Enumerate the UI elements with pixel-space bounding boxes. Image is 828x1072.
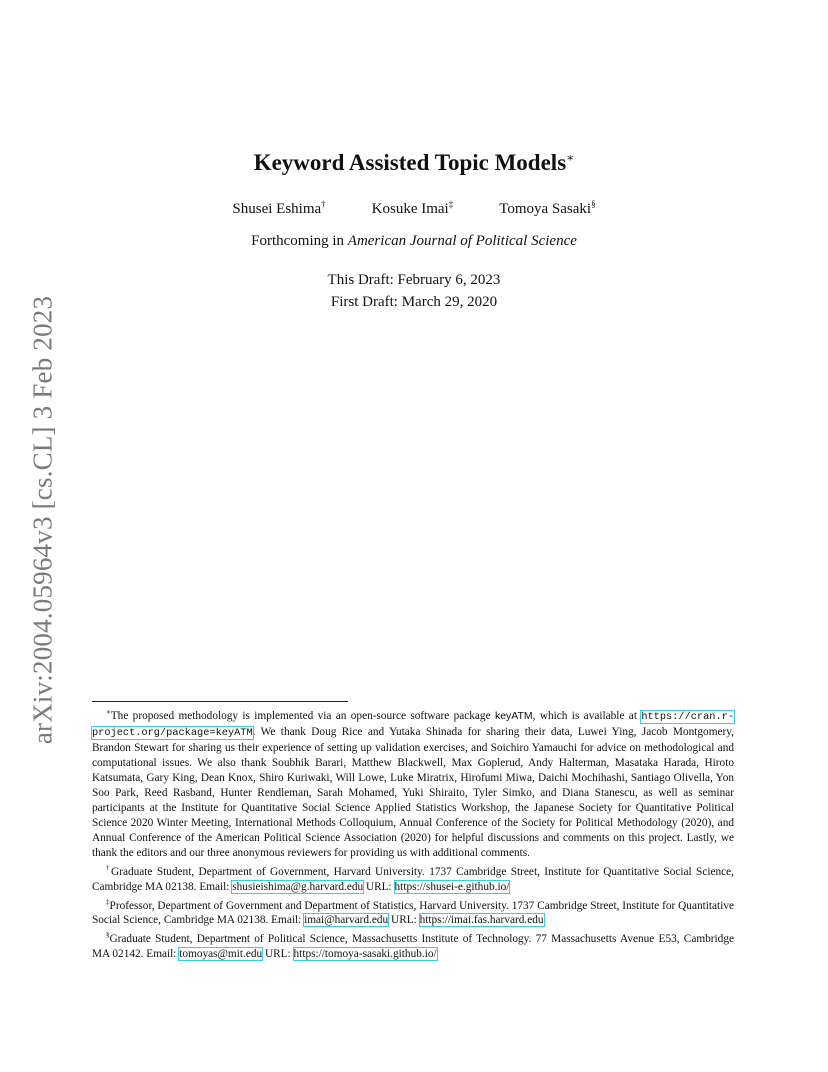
venue-line: Forthcoming in American Journal of Political Science: [251, 233, 577, 249]
arxiv-sidebar-stamp: arXiv:2004.05964v3 [cs.CL] 3 Feb 2023: [27, 295, 58, 745]
author-list: [0, 199, 828, 218]
sasaki-url-link[interactable]: https://tomoya-sasaki.github.io/: [293, 948, 437, 961]
footnote-imai: ‡Professor, Department of Government and Department of Statistics, Harvard University. 1737 Cambridge Street, Institute for Quantitative Social Science, Cambridge MA 02138. Email: imai@harvard.edu URL: https://imai.fas.harvard.edu: [92, 897, 734, 927]
eshima-email-link[interactable]: shusieishima@g.harvard.edu: [232, 880, 364, 893]
eshima-url-link[interactable]: https://shusei-e.github.io/: [394, 880, 510, 893]
author-imai: Kosuke Imai‡: [371, 199, 454, 217]
footnote-sasaki: §Graduate Student, Department of Political Science, Massachusetts Institute of Technology. 77 Massachusetts Avenue E53, Cambridge MA 02142. Email: tomoyas@mit.edu URL: https://tomoya-sasaki.github.io/: [92, 931, 734, 961]
sasaki-email-link[interactable]: tomoyas@mit.edu: [179, 948, 263, 961]
package-name: keyATM: [494, 709, 533, 722]
author-sasaki: Tomoya Sasaki§: [499, 199, 596, 217]
footnote-divider: [92, 701, 348, 702]
title-text: Keyword Assisted Topic Models: [253, 150, 567, 175]
footnote-acknowledgements: ∗The proposed methodology is implemented via an open-source software package keyATM, which is available at https://cran.r-project.org/package=keyATM. We thank Doug Rice and Yutaka Shinada for sharing their data, Luwei Ying, Jacob Montgomery, Brandon Stewart for sharing us their experience of setting up validation exercises, and Soichiro Yamauchi for advice on methodological and computational issues. We also thank Soubhik Barari, Matthew Blackwell, Max Goplerud, Andy Halterman, Masataka Harada, Hiroto Katsumata, Gary King, Dean Knox, Shiro Kuriwaki, Will Lowe, Luke Miratrix, Hirofumi Miwa, Daichi Mochihashi, Santiago Olivella, Yon Soo Park, Reed Rasband, Hunter Rendleman, Sarah Mohamed, Yuki Shiraito, Tyler Simko, and Diana Stanescu, as well as seminar participants at the Institute for Quantitative Social Science Applied Statistics Workshop, the Japanese Society for Quantitative Political Science 2020 Winter Meeting, International Methods Colloquium, Annual Conference of the Society for Political Methodology (2020), and Annual Conference of the American Political Science Association (2020) for helpful discussions and comments on this project. Lastly, we thank the editors and our three anonymous reviewers for providing us with additional comments.: [92, 708, 734, 859]
title-footnote-mark: ∗: [566, 150, 575, 165]
imai-email-link[interactable]: imai@harvard.edu: [304, 914, 389, 927]
footnote-eshima: †Graduate Student, Department of Government, Harvard University. 1737 Cambridge Street, Institute for Quantitative Social Science, Cambridge MA 02138. Email: shusieishima@g.harvard.edu URL: https://shusei-e.github.io/: [92, 863, 734, 893]
this-draft-date: This Draft: February 6, 2023: [327, 272, 501, 288]
cran-link[interactable]: https://cran.r-project.org/package=keyATM: [92, 710, 734, 739]
first-draft-date: First Draft: March 29, 2020: [330, 294, 498, 310]
imai-url-link[interactable]: https://imai.fas.harvard.edu: [419, 914, 544, 927]
journal-name: American Journal of Political Science: [347, 233, 577, 249]
paper-title: [0, 150, 828, 176]
author-eshima: Shusei Eshima†: [232, 199, 326, 217]
footnotes-block: [92, 705, 734, 962]
